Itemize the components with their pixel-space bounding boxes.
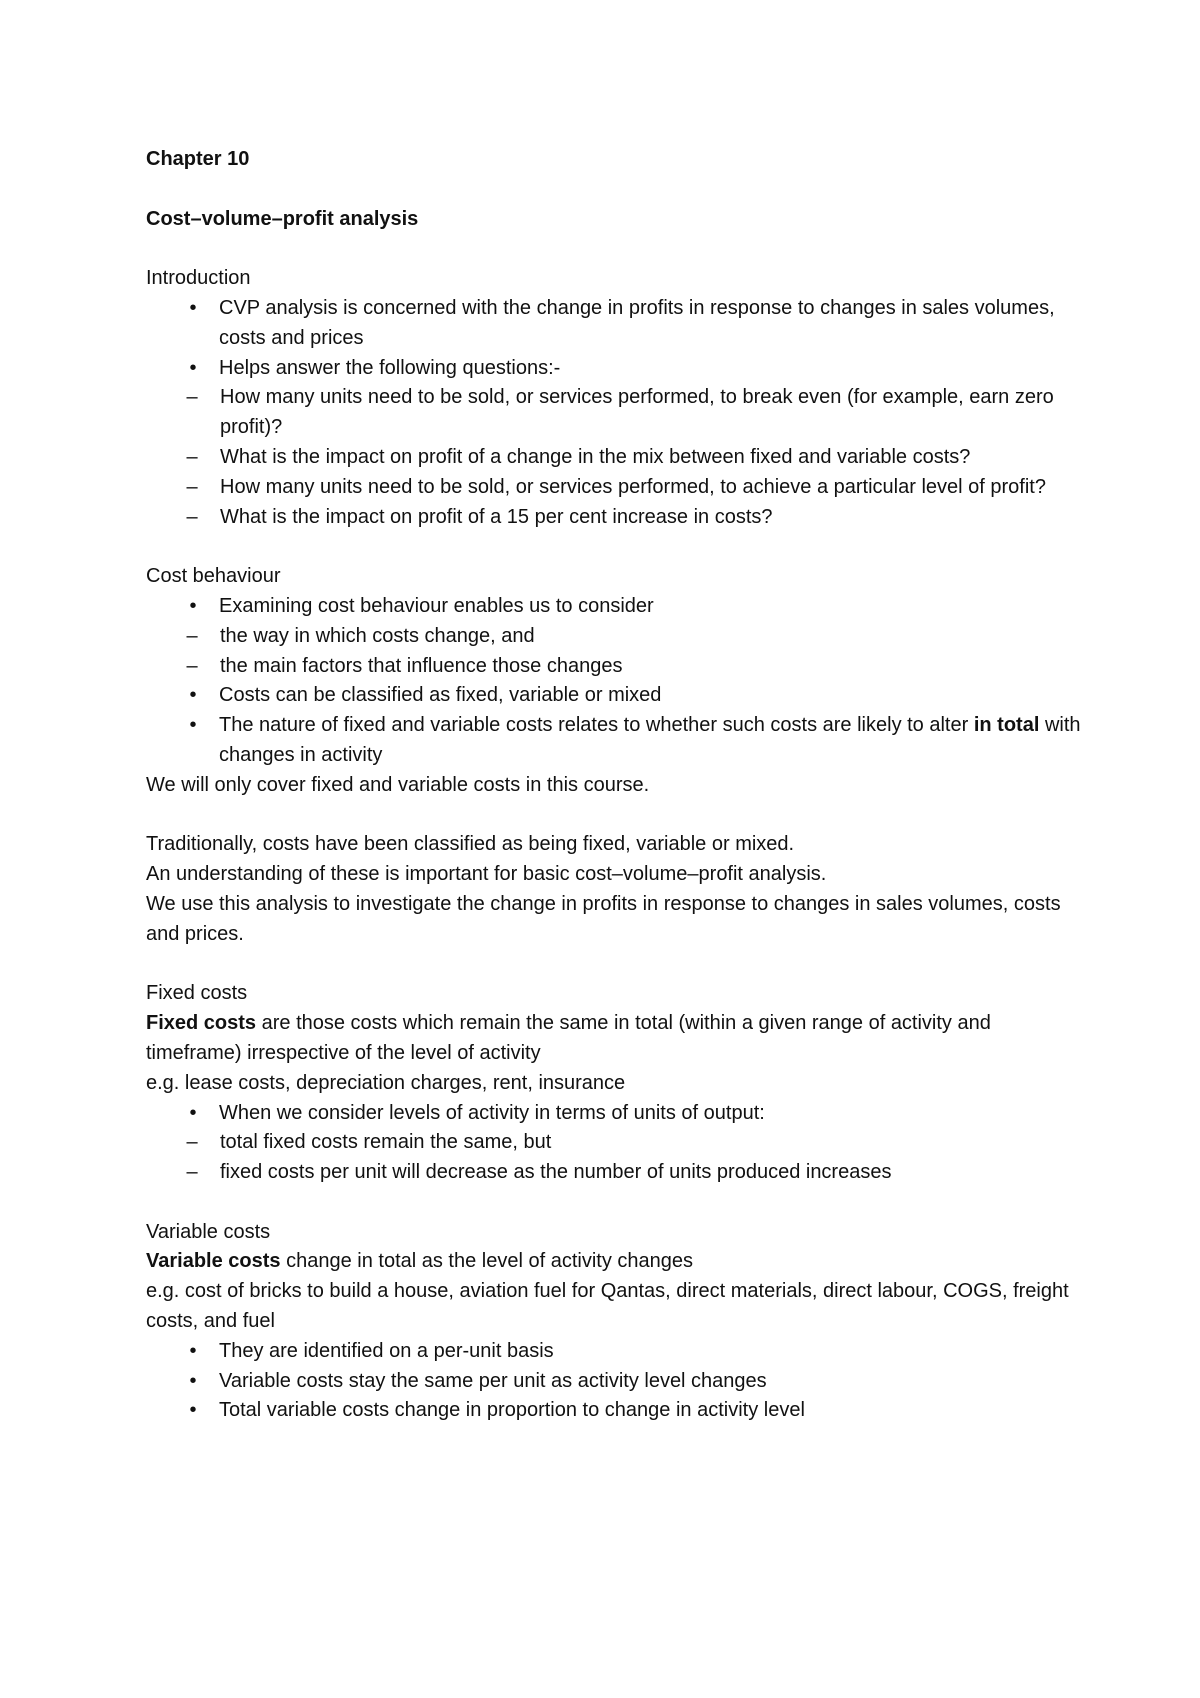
fixed-costs-examples: e.g. lease costs, depreciation charges, rent, insurance — [146, 1071, 626, 1094]
list-item — [146, 1099, 1086, 1129]
document-body — [146, 145, 1086, 1426]
list-item-text: What is the impact on profit of a 15 per cent increase in costs? — [220, 505, 773, 528]
term-variable-costs: Variable costs — [146, 1250, 281, 1273]
list-item-text: Total variable costs change in proportion to change in activity level — [219, 1399, 805, 1422]
definition-text: are those costs which remain the same in total (within a given range of activity and timeframe) irrespective of the level of activity — [146, 1012, 991, 1064]
list-item-text: How many units need to be sold, or services performed, to break even (for example, earn zero profit)? — [220, 386, 1054, 439]
bullet-marker: • — [189, 1369, 197, 1392]
list-item-text — [219, 714, 1081, 766]
section-fixed-costs — [146, 979, 1086, 1188]
list-item — [146, 443, 1086, 473]
list-item-text: CVP analysis is concerned with the change in profits in response to changes in sales volumes, costs and prices — [219, 296, 1055, 349]
dash-marker: – — [186, 654, 198, 677]
paragraph-line: We use this analysis to investigate the change in profits in response to changes in sales volumes, costs and prices. — [146, 892, 1061, 945]
fixed-costs-bullets — [146, 1099, 1086, 1129]
list-item-text: They are identified on a per-unit basis — [219, 1339, 554, 1362]
cost-behaviour-bullets-2 — [146, 681, 1086, 770]
section-variable-costs — [146, 1218, 1086, 1427]
variable-costs-definition — [146, 1247, 1086, 1277]
list-item — [146, 1367, 1086, 1397]
cost-behaviour-bullets-1 — [146, 592, 1086, 622]
dash-marker: – — [186, 445, 198, 468]
fixed-costs-definition — [146, 1009, 1086, 1069]
dash-marker: – — [186, 386, 198, 409]
list-item — [146, 354, 1086, 384]
bullet-marker: • — [189, 1101, 197, 1124]
section-introduction — [146, 264, 1086, 532]
dash-marker: – — [186, 475, 198, 498]
bullet-marker: • — [189, 714, 197, 737]
list-item-text-part: with changes in activity — [219, 714, 1081, 766]
introduction-bullets — [146, 294, 1086, 383]
variable-costs-bullets — [146, 1337, 1086, 1426]
dash-marker: – — [186, 505, 198, 528]
list-item-text: When we consider levels of activity in terms of units of output: — [219, 1101, 765, 1124]
list-item-text-part: The nature of fixed and variable costs relates to whether such costs are likely to alter — [219, 714, 969, 737]
chapter-heading: Chapter 10 — [146, 148, 250, 170]
term-fixed-costs: Fixed costs — [146, 1012, 257, 1035]
list-item — [146, 294, 1086, 354]
fixed-costs-sub-items — [146, 1128, 1086, 1188]
course-scope-note: We will only cover fixed and variable costs in this course. — [146, 773, 650, 796]
variable-costs-examples: e.g. cost of bricks to build a house, aviation fuel for Qantas, direct materials, direct labour, COGS, freight costs, and fuel — [146, 1280, 1069, 1333]
dash-marker: – — [186, 1131, 198, 1154]
list-item — [146, 711, 1086, 771]
list-item-text: Variable costs stay the same per unit as activity level changes — [219, 1369, 767, 1392]
list-item — [146, 622, 1086, 652]
section-cost-behaviour — [146, 562, 1086, 800]
list-item — [146, 652, 1086, 682]
list-item-text: Examining cost behaviour enables us to consider — [219, 594, 654, 617]
bullet-marker: • — [189, 1399, 197, 1422]
section-heading-variable-costs: Variable costs — [146, 1220, 271, 1243]
bullet-marker: • — [189, 356, 197, 379]
list-item-text: How many units need to be sold, or services performed, to achieve a particular level of profit? — [220, 475, 1046, 498]
section-heading-introduction: Introduction — [146, 267, 251, 290]
paragraph-line: An understanding of these is important for basic cost–volume–profit analysis. — [146, 863, 827, 886]
definition-text: change in total as the level of activity changes — [280, 1250, 694, 1273]
section-heading-cost-behaviour: Cost behaviour — [146, 565, 281, 588]
list-item — [146, 503, 1086, 533]
introduction-questions — [146, 383, 1086, 532]
list-item-text: Helps answer the following questions:- — [219, 356, 561, 379]
dash-marker: – — [186, 624, 198, 647]
list-item — [146, 592, 1086, 622]
bullet-marker: • — [189, 296, 197, 319]
section-heading-fixed-costs: Fixed costs — [146, 982, 248, 1005]
list-item — [146, 1337, 1086, 1367]
bullet-marker: • — [189, 594, 197, 617]
section-overview-paragraph — [146, 830, 1086, 949]
bullet-marker: • — [189, 684, 197, 707]
paragraph-line: Traditionally, costs have been classified as being fixed, variable or mixed. — [146, 833, 795, 856]
list-item — [146, 383, 1086, 443]
document-title: Cost–volume–profit analysis — [146, 207, 419, 230]
list-item — [146, 681, 1086, 711]
list-item-text: What is the impact on profit of a change in the mix between fixed and variable costs? — [220, 445, 971, 468]
cost-behaviour-sub-items — [146, 622, 1086, 682]
list-item-text: the main factors that influence those changes — [220, 654, 623, 677]
list-item — [146, 473, 1086, 503]
list-item-text: Costs can be classified as fixed, variable or mixed — [219, 684, 662, 707]
bullet-marker: • — [189, 1339, 197, 1362]
list-item — [146, 1396, 1086, 1426]
list-item-text: total fixed costs remain the same, but — [220, 1131, 552, 1154]
list-item-text: fixed costs per unit will decrease as the number of units produced increases — [220, 1161, 892, 1184]
list-item — [146, 1128, 1086, 1158]
emphasis-in-total: in total — [973, 714, 1040, 737]
list-item-text: the way in which costs change, and — [220, 624, 535, 647]
list-item — [146, 1158, 1086, 1188]
dash-marker: – — [186, 1161, 198, 1184]
